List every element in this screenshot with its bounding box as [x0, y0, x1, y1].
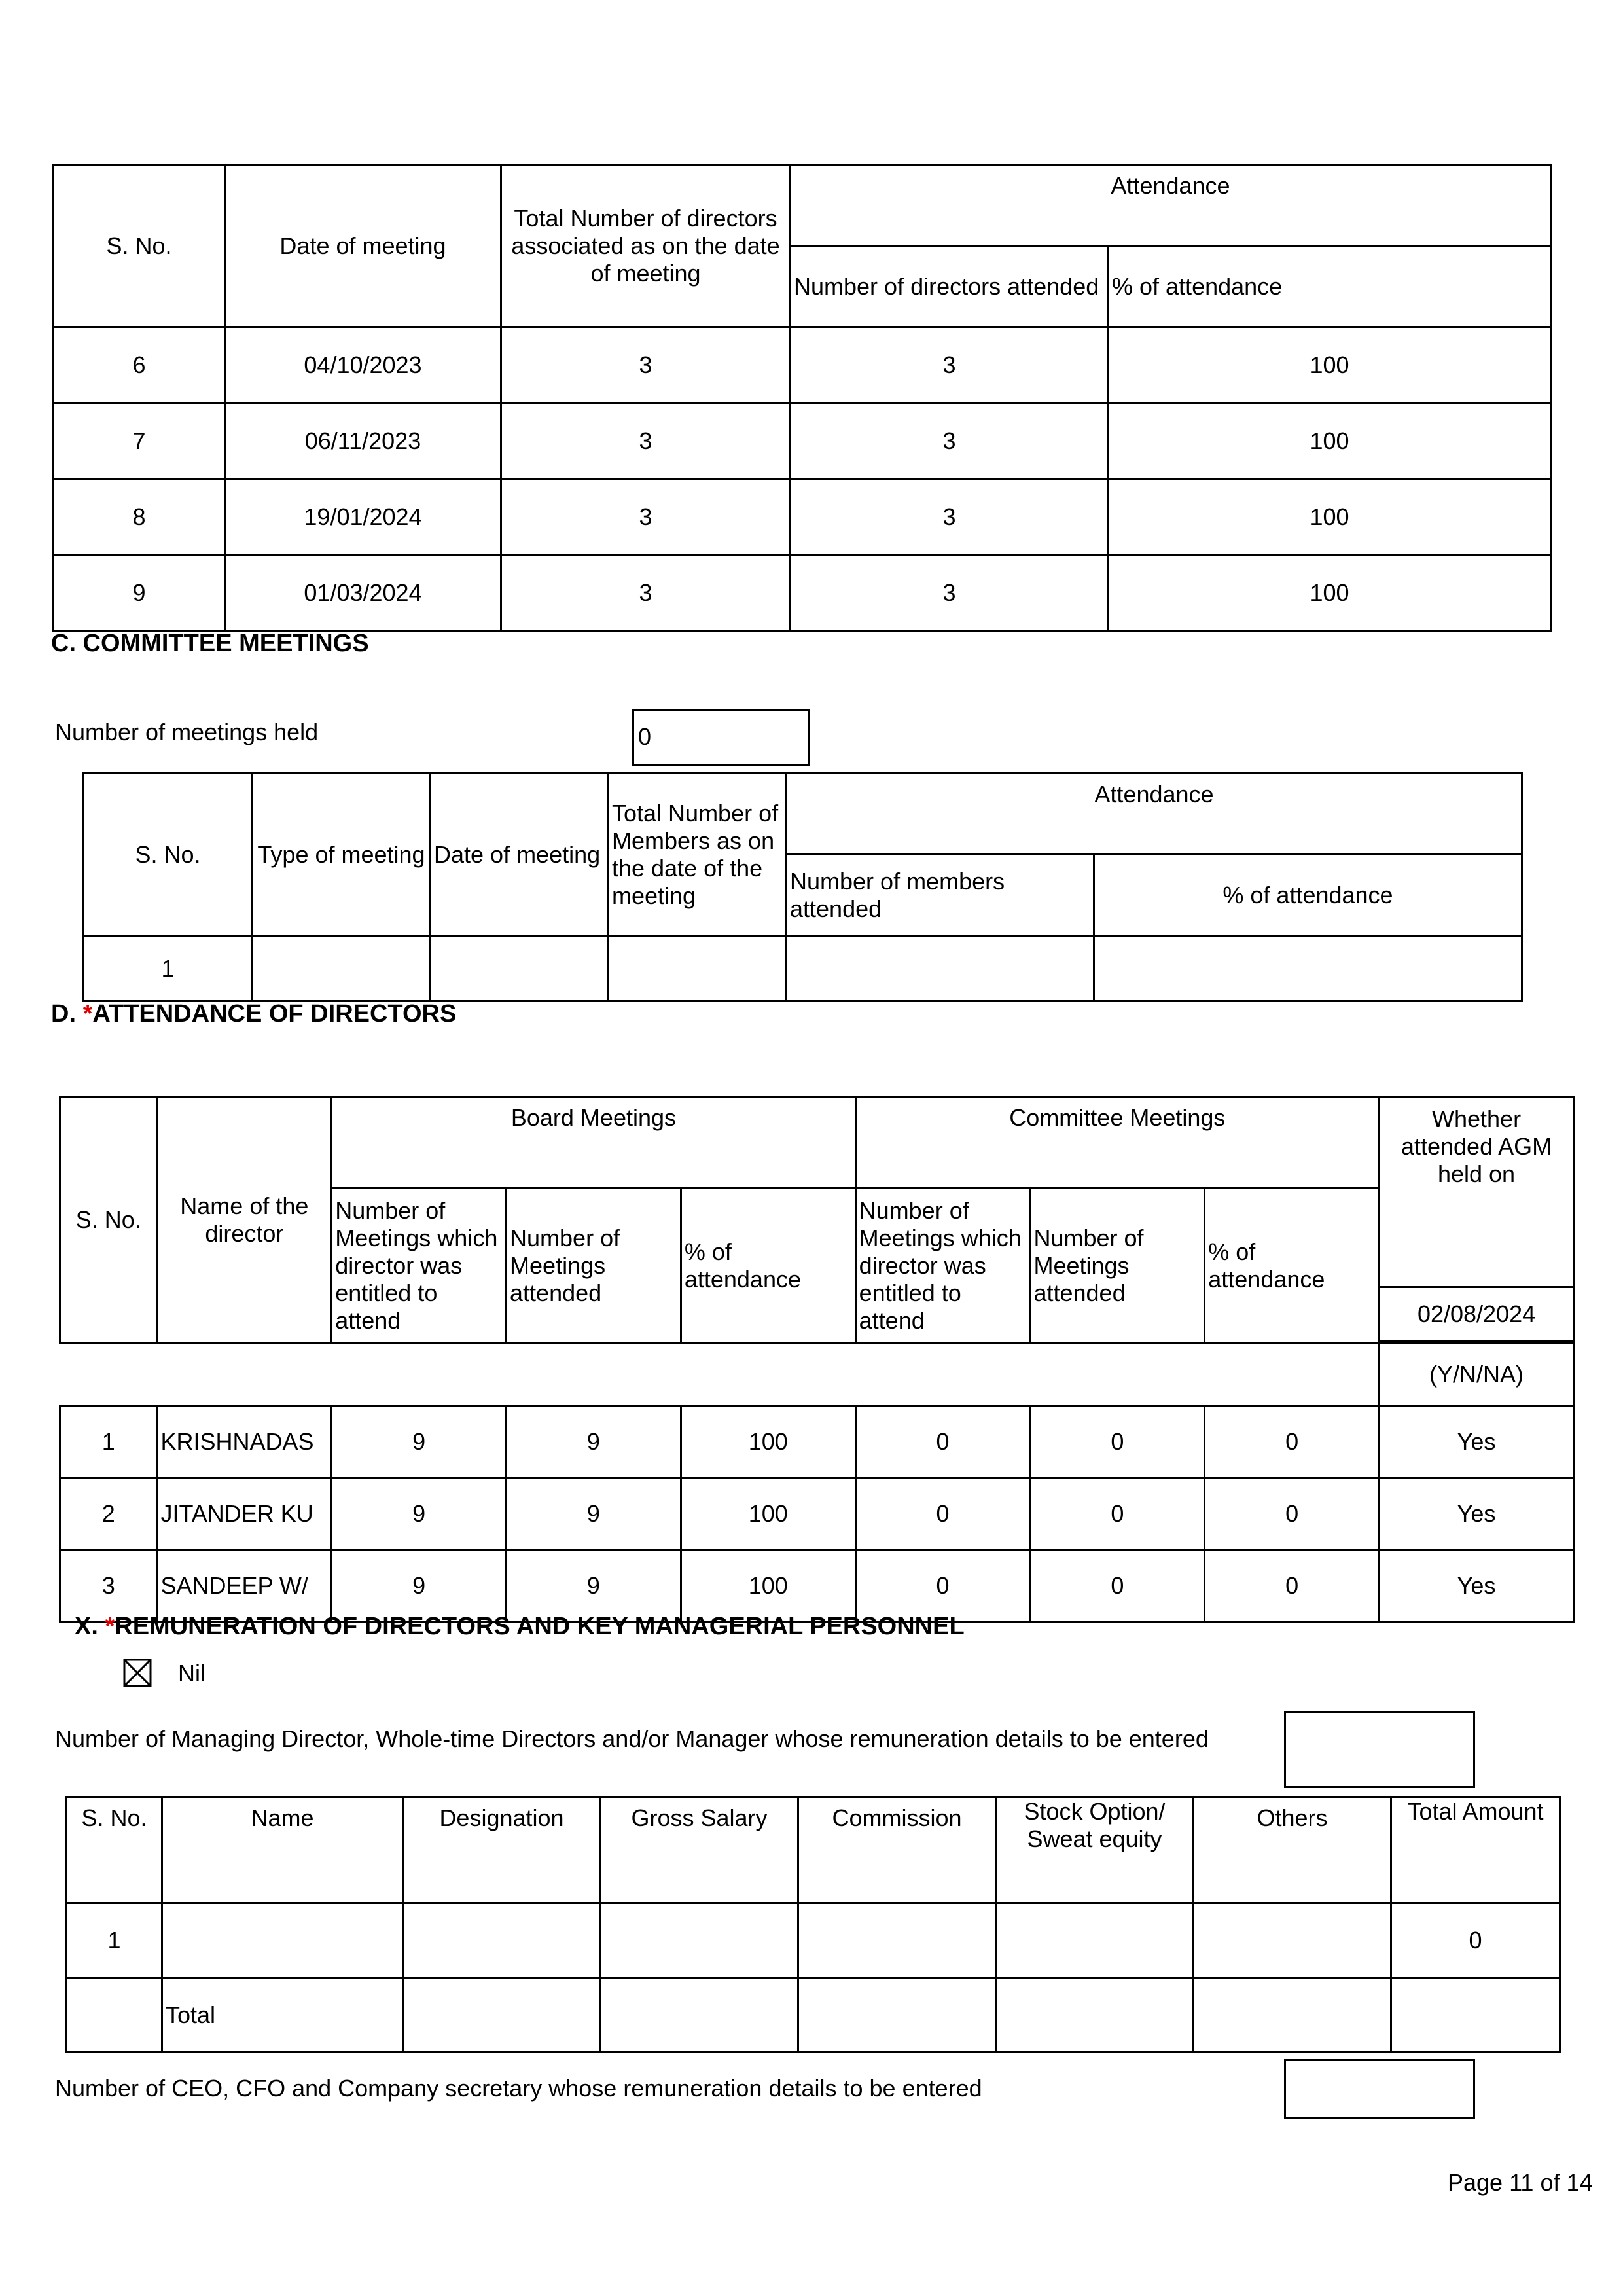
- cell-pct: 100: [1109, 555, 1551, 631]
- cell-agm[interactable]: Yes: [1380, 1478, 1574, 1550]
- cell-committee-pct: 0: [1205, 1478, 1380, 1550]
- cell-agm[interactable]: Yes: [1380, 1550, 1574, 1622]
- header-others: Others: [1194, 1797, 1391, 1903]
- cell-board-entitled: 9: [332, 1406, 507, 1478]
- cell-committee-entitled: 0: [855, 1550, 1030, 1622]
- cell-sno: 1: [67, 1903, 162, 1978]
- cell-pct: 100: [1109, 403, 1551, 479]
- cell-pct: 100: [1109, 327, 1551, 403]
- cell-attended[interactable]: [787, 936, 1094, 1001]
- total-label: Total: [162, 1978, 403, 2053]
- cell-committee-attended: 0: [1030, 1478, 1205, 1550]
- directors-heading: [51, 1000, 456, 1028]
- header-date: Date of meeting: [225, 165, 501, 327]
- header-pct-attendance: % of attendance: [1094, 855, 1522, 936]
- cell-total: 3: [501, 403, 791, 479]
- cell-board-attended: 9: [507, 1406, 681, 1478]
- cell-blank: [1194, 1978, 1391, 2053]
- remuneration-table: [65, 1796, 1561, 2053]
- cell-total: 3: [501, 555, 791, 631]
- cell-committee-entitled: 0: [855, 1478, 1030, 1550]
- checked-box-icon: [123, 1659, 152, 1687]
- header-committee-pct: % of attendance: [1205, 1188, 1380, 1344]
- cell-attended: 3: [791, 327, 1109, 403]
- cell-date[interactable]: [431, 936, 609, 1001]
- nil-checkbox[interactable]: [123, 1659, 152, 1687]
- cell-name[interactable]: [162, 1903, 403, 1978]
- cell-total: 3: [501, 479, 791, 555]
- table-row: [67, 1903, 1560, 1978]
- header-total-directors: Total Number of directors associated as on the date of meeting: [501, 165, 791, 327]
- cell-sno: 6: [54, 327, 225, 403]
- header-name: Name of the director: [157, 1097, 332, 1344]
- cell-blank: [1391, 1978, 1560, 2053]
- cell-sno: 3: [60, 1550, 157, 1622]
- cell-others[interactable]: [1194, 1903, 1391, 1978]
- cell-sno: 1: [84, 936, 253, 1001]
- directors-attendance-table: [59, 1096, 1575, 1623]
- cell-director-name: JITANDER KU: [157, 1478, 332, 1550]
- table-row: [54, 555, 1551, 631]
- header-committee-entitled: Number of Meetings which director was entitled to attend: [855, 1188, 1030, 1344]
- header-pct-attendance: % of attendance: [1109, 246, 1551, 327]
- cell-date: 04/10/2023: [225, 327, 501, 403]
- cell-board-pct: 100: [681, 1406, 855, 1478]
- header-commission: Commission: [798, 1797, 996, 1903]
- cell-committee-pct: 0: [1205, 1550, 1380, 1622]
- cell-sno: 7: [54, 403, 225, 479]
- cell-total-amount: 0: [1391, 1903, 1560, 1978]
- header-directors-attended: Number of directors attended: [791, 246, 1109, 327]
- cell-committee-pct: 0: [1205, 1406, 1380, 1478]
- cell-board-attended: 9: [507, 1478, 681, 1550]
- header-sno: S. No.: [54, 165, 225, 327]
- header-total-amount: Total Amount: [1391, 1797, 1560, 1903]
- table-row: [54, 403, 1551, 479]
- header-date: Date of meeting: [431, 774, 609, 936]
- ceo-count-input[interactable]: [1284, 2059, 1475, 2119]
- table-row: [54, 327, 1551, 403]
- cell-director-name: KRISHNADAS: [157, 1406, 332, 1478]
- cell-agm[interactable]: Yes: [1380, 1406, 1574, 1478]
- meetings-held-label: Number of meetings held: [55, 719, 319, 745]
- header-designation: Designation: [403, 1797, 601, 1903]
- remuneration-heading: [75, 1613, 965, 1641]
- table-row: [60, 1406, 1574, 1478]
- header-sno: S. No.: [84, 774, 253, 936]
- cell-sno: 2: [60, 1478, 157, 1550]
- cell-blank: [67, 1978, 162, 2053]
- cell-board-entitled: 9: [332, 1550, 507, 1622]
- header-total-members: Total Number of Members as on the date of the meeting: [609, 774, 787, 936]
- table-row: [60, 1478, 1574, 1550]
- header-sno: S. No.: [67, 1797, 162, 1903]
- cell-pct[interactable]: [1094, 936, 1522, 1001]
- nil-label: Nil: [178, 1660, 205, 1687]
- header-attendance: Attendance: [787, 774, 1522, 855]
- table-row: [60, 1550, 1574, 1622]
- cell-date: 01/03/2024: [225, 555, 501, 631]
- header-board-attended: Number of Meetings attended: [507, 1188, 681, 1344]
- cell-committee-attended: 0: [1030, 1406, 1205, 1478]
- cell-pct: 100: [1109, 479, 1551, 555]
- heading-text: REMUNERATION OF DIRECTORS AND KEY MANAGERIAL PERSONNEL: [115, 1613, 965, 1640]
- cell-sno: 9: [54, 555, 225, 631]
- cell-blank: [403, 1978, 601, 2053]
- cell-attended: 3: [791, 555, 1109, 631]
- cell-board-pct: 100: [681, 1550, 855, 1622]
- ceo-count-label: Number of CEO, CFO and Company secretary whose remuneration details to be entered: [55, 2075, 982, 2102]
- cell-blank: [798, 1978, 996, 2053]
- cell-blank: [996, 1978, 1194, 2053]
- cell-sno: 8: [54, 479, 225, 555]
- header-board-pct: % of attendance: [681, 1188, 855, 1344]
- header-stock-option: Stock Option/ Sweat equity: [996, 1797, 1194, 1903]
- md-count-input[interactable]: [1284, 1711, 1475, 1788]
- header-sno: S. No.: [60, 1097, 157, 1344]
- header-committee-meetings: Committee Meetings: [855, 1097, 1379, 1189]
- heading-prefix: D.: [51, 1000, 83, 1028]
- cell-board-entitled: 9: [332, 1478, 507, 1550]
- cell-blank: [601, 1978, 798, 2053]
- agm-date: 02/08/2024: [1380, 1286, 1573, 1342]
- header-committee-attended: Number of Meetings attended: [1030, 1188, 1205, 1344]
- heading-prefix: X.: [75, 1613, 105, 1640]
- required-star: *: [82, 1000, 93, 1028]
- cell-attended: 3: [791, 479, 1109, 555]
- cell-commission[interactable]: [798, 1903, 996, 1978]
- header-board-entitled: Number of Meetings which director was entitled to attend: [332, 1188, 507, 1344]
- cell-gross-salary[interactable]: [601, 1903, 798, 1978]
- header-agm: Whether attended AGM held on: [1380, 1097, 1574, 1189]
- header-board-meetings: Board Meetings: [332, 1097, 855, 1189]
- cell-committee-attended: 0: [1030, 1550, 1205, 1622]
- cell-board-attended: 9: [507, 1550, 681, 1622]
- header-type: Type of meeting: [253, 774, 431, 936]
- cell-board-pct: 100: [681, 1478, 855, 1550]
- table-row: [54, 479, 1551, 555]
- committee-meetings-table: [82, 772, 1523, 1002]
- page-number: Page 11 of 14: [1448, 2169, 1593, 2196]
- committee-heading: C. COMMITTEE MEETINGS: [51, 630, 369, 657]
- cell-sno: 1: [60, 1406, 157, 1478]
- header-name: Name: [162, 1797, 403, 1903]
- cell-designation[interactable]: [403, 1903, 601, 1978]
- table-row-total: [67, 1978, 1560, 2053]
- cell-total: 3: [501, 327, 791, 403]
- header-attendance: Attendance: [791, 165, 1551, 246]
- cell-total[interactable]: [609, 936, 787, 1001]
- cell-director-name: SANDEEP W/: [157, 1550, 332, 1622]
- header-gross-salary: Gross Salary: [601, 1797, 798, 1903]
- cell-committee-entitled: 0: [855, 1406, 1030, 1478]
- agm-options: (Y/N/NA): [1380, 1344, 1574, 1406]
- agm-date-cell: [1380, 1188, 1574, 1344]
- heading-text: ATTENDANCE OF DIRECTORS: [92, 1000, 457, 1028]
- cell-type[interactable]: [253, 936, 431, 1001]
- md-count-label: Number of Managing Director, Whole-time Directors and/or Manager whose remuneration details to be entered: [55, 1725, 1209, 1752]
- cell-stock-option[interactable]: [996, 1903, 1194, 1978]
- header-members-attended: Number of members attended: [787, 855, 1094, 936]
- cell-date: 19/01/2024: [225, 479, 501, 555]
- required-star: *: [105, 1613, 115, 1640]
- cell-attended: 3: [791, 403, 1109, 479]
- meetings-held-input[interactable]: 0: [632, 709, 810, 766]
- board-meetings-table: [52, 164, 1552, 632]
- cell-date: 06/11/2023: [225, 403, 501, 479]
- table-row: [84, 936, 1522, 1001]
